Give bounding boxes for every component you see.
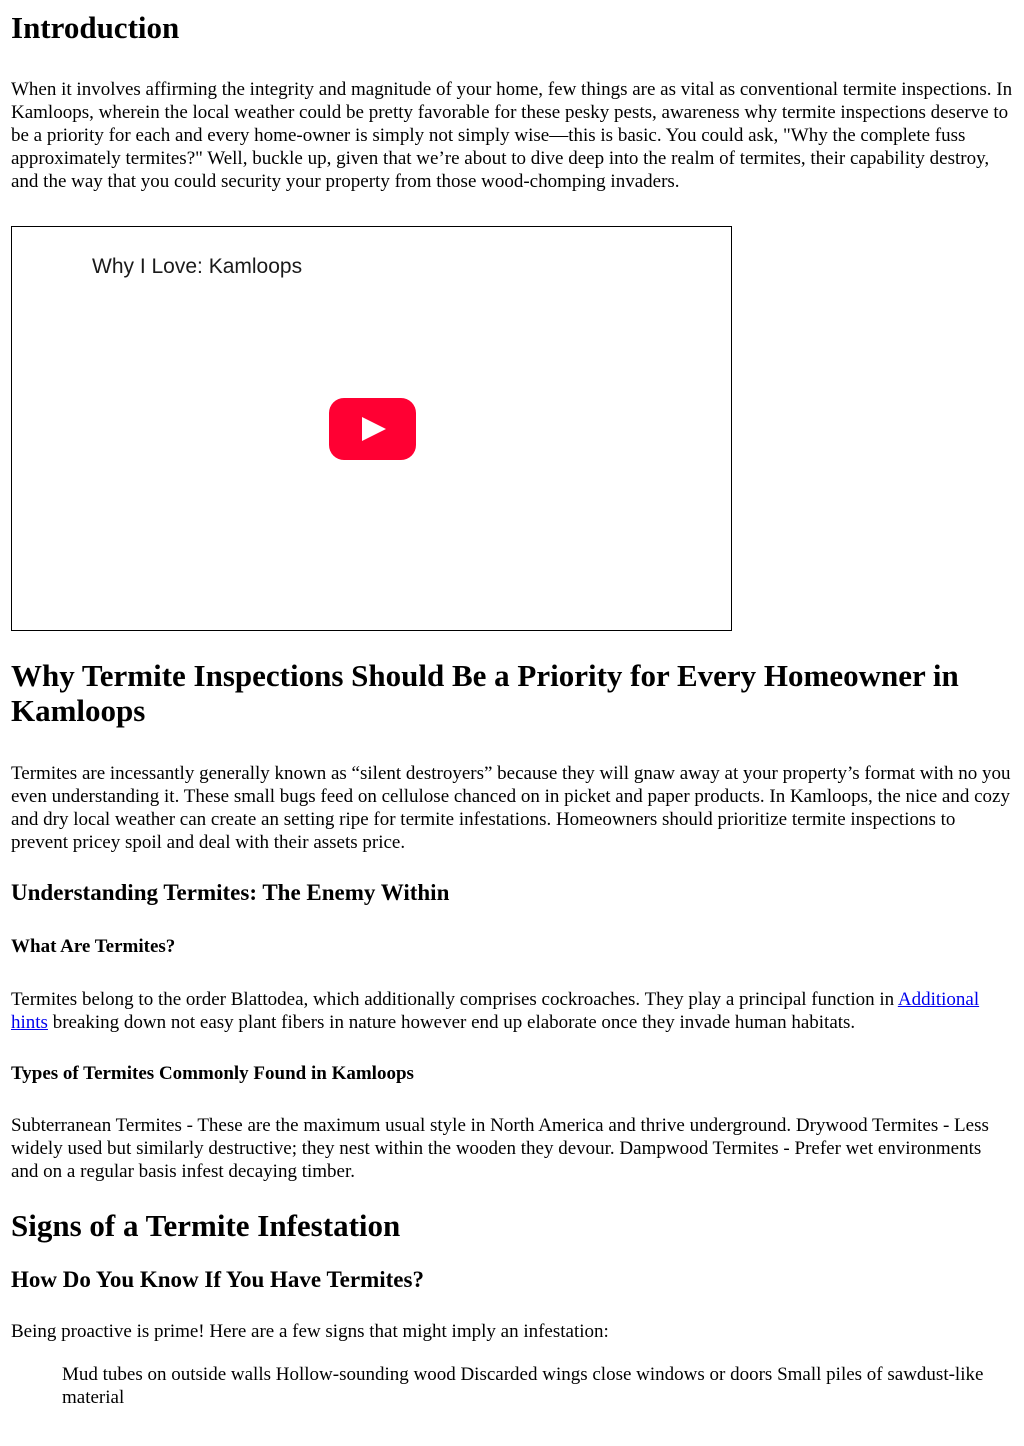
heading-how-do-you-know: How Do You Know If You Have Termites? <box>11 1267 424 1292</box>
additional-hints-link[interactable]: Additional hints <box>11 989 980 1033</box>
what-text-before: Termites belong to the order Blattodea, which additionally comprises cockroaches. They play a principal function in <box>11 989 898 1010</box>
signs-list: Mud tubes on outside walls Hollow-sounding wood Discarded wings close windows or doors Small piles of sawdust-like material <box>62 1364 984 1408</box>
heading-types-of-termites: Types of Termites Commonly Found in Kamloops <box>11 1063 414 1084</box>
heading-what-are-termites: What Are Termites? <box>11 936 176 957</box>
paragraph-how-do-you-know: Being proactive is prime! Here are a few signs that might imply an infestation: <box>11 1321 609 1342</box>
video-title[interactable]: Why I Love: Kamloops <box>92 255 303 278</box>
paragraph-priority: Termites are incessantly generally known as “silent destroyers” because they will gnaw away at your property’s format with no you even understanding it. These small bugs feed on cellulose chanced on in picket and paper products. In Kamloops, the nice and cozy and dry local weather can create an setting ripe for termite infestations. Homeowners should prioritize termite inspections to prevent pricey spoil and deal with their assets price. <box>11 763 1011 853</box>
heading-priority: Why Termite Inspections Should Be a Priority for Every Homeowner in Kamloops <box>11 658 959 728</box>
what-text-after: breaking down not easy plant fibers in nature however end up elaborate once they invade human habitats. <box>47 1012 856 1033</box>
play-icon <box>362 417 386 441</box>
paragraph-what-are-termites <box>11 988 1013 1034</box>
play-button[interactable] <box>329 398 416 460</box>
video-embed[interactable] <box>11 226 732 631</box>
heading-introduction: Introduction <box>11 10 180 45</box>
heading-understanding: Understanding Termites: The Enemy Within <box>11 880 450 905</box>
heading-signs: Signs of a Termite Infestation <box>11 1208 401 1243</box>
paragraph-introduction: When it involves affirming the integrity and magnitude of your home, few things are as vital as conventional termite inspections. In Kamloops, wherein the local weather could be pretty favorable for these pesky pests, awareness why termite inspections deserve to be a priority for each and every home-owner is simply not simply wise—this is basic. You could ask, "Why the complete fuss approximately termites?" Well, buckle up, given that we’re about to dive deep into the realm of termites, their capability destroy, and the way that you could security your property from those wood-chomping invaders. <box>11 79 1013 192</box>
paragraph-types-of-termites: Subterranean Termites - These are the maximum usual style in North America and thrive underground. Drywood Termites - Less widely used but similarly destructive; they nest within the wooden they devour. Dampwood Termites - Prefer wet environments and on a regular basis infest decaying timber. <box>11 1115 989 1182</box>
